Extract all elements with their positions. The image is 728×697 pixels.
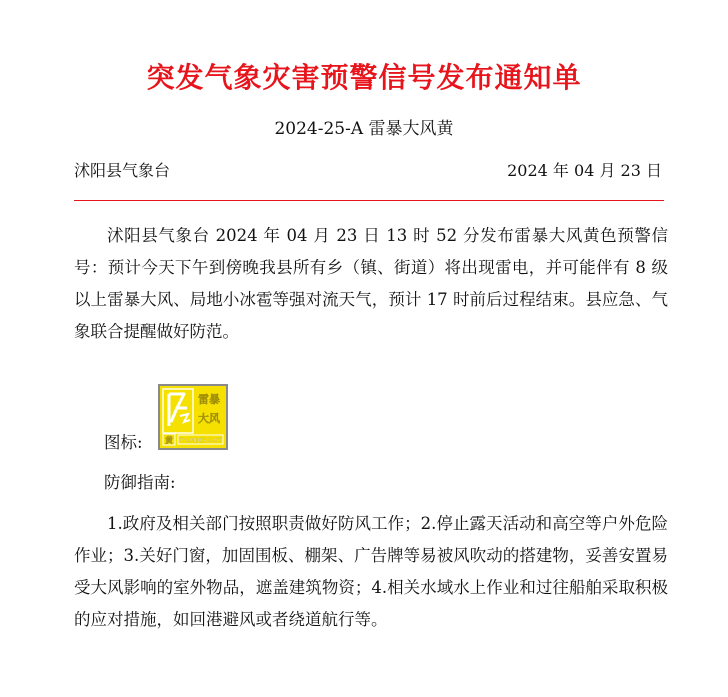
thunderstorm-gale-yellow-warning-icon	[158, 384, 228, 450]
defense-guide-title: 防御指南:	[104, 473, 176, 492]
icon-label: 图标:	[104, 433, 143, 452]
warning-icon-graphic	[160, 386, 226, 448]
warning-code: 2024-25-A 雷暴大风黄	[274, 119, 454, 139]
icon-text-bottom: 黄	[165, 436, 173, 445]
header-divider	[74, 200, 664, 201]
icon-text-mid: 大风	[198, 412, 220, 425]
icon-text-top: 雷暴	[198, 393, 220, 406]
defense-guide-text: 1.政府及相关部门按照职责做好防风工作；2.停止露天活动和高空等户外危险作业；3.关好门窗，加固围板、棚架、广告牌等易被风吹动的搭建物，妥善安置易受大风影响的室外物品，遮盖建筑物资；4.相关水域水上作业和过往船舶采取积极的应对措施，如回港避风或者绕道航行等。	[74, 514, 668, 629]
document-title: 突发气象灾害预警信号发布通知单	[146, 61, 582, 94]
warning-body: 沭阳县气象台 2024 年 04 月 23 日 13 时 52 分发布雷暴大风黄色预警信号：预计今天下午到傍晚我县所有乡（镇、街道）将出现雷电，并可能伴有 8 级以上雷暴大风、局地小冰雹等强对流天气，预计 17 时前后过程结束。县应急、气象联合提醒做好防范。	[74, 226, 668, 341]
issue-date: 2024 年 04 月 23 日	[507, 161, 662, 180]
icon-text-en: THUNDERGUST	[179, 438, 222, 444]
spark-glyph	[180, 414, 190, 422]
issuer-name: 沭阳县气象台	[74, 161, 171, 180]
